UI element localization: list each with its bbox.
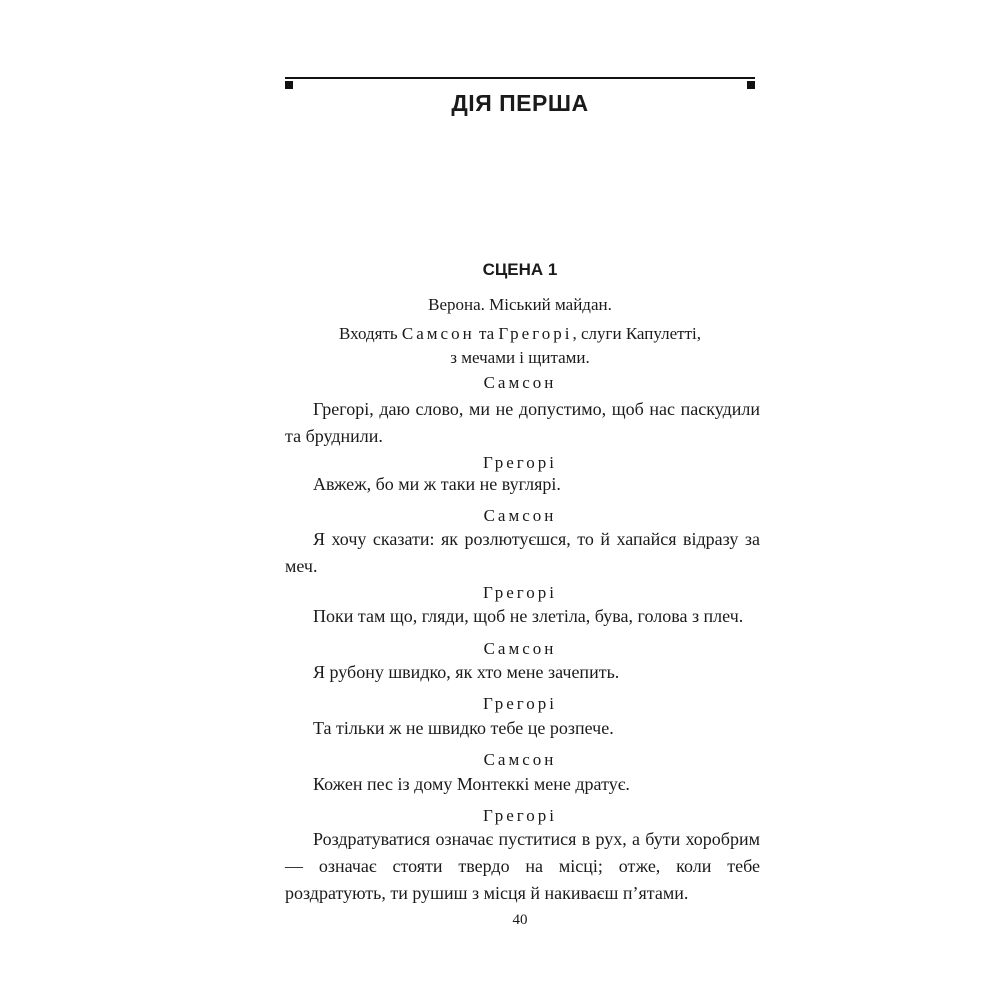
dialogue-line: Я хочу сказати: як розлютуєшся, то й хапайся відразу за меч. — [285, 529, 760, 576]
dialogue-line: Роздратуватися означає пуститися в рух, а бути хоробрим — означає стояти твердо на місці; отже, коли тебе роздратують, ти рушиш з місця й накиваєш п’ятами. — [285, 829, 760, 903]
header-ornament-left — [285, 81, 293, 89]
speaker-name: Самсон — [483, 506, 557, 525]
scene-setting: Верона. Міський майдан. — [428, 295, 612, 314]
speaker-name: Грегорі — [482, 806, 558, 825]
page-number: 40 — [512, 912, 528, 928]
stage-direction-post: , слуги Капулетті, — [572, 324, 701, 343]
character-name: Грегорі — [498, 324, 573, 343]
speaker-name: Самсон — [483, 373, 557, 392]
dialogue-line: Я рубону швидко, як хто мене зачепить. — [313, 662, 620, 682]
act-title: ДІЯ ПЕРША — [451, 90, 589, 116]
stage-direction — [285, 322, 755, 370]
dialogue-line: Грегорі, даю слово, ми не допустимо, щоб нас паскудили та бруднили. — [285, 399, 760, 446]
speaker-name: Самсон — [483, 639, 557, 658]
header-ornament-right — [747, 81, 755, 89]
stage-direction-mid: та — [474, 324, 499, 343]
dialogue-line: Поки там що, гляди, щоб не злетіла, бува, голова з плеч. — [313, 606, 744, 626]
stage-direction-line2: з мечами і щитами. — [450, 348, 590, 367]
dialogue-line: Та тільки ж не швидко тебе це розпече. — [313, 718, 614, 738]
speaker-name: Самсон — [483, 750, 557, 769]
speaker-name: Грегорі — [482, 583, 558, 602]
speaker-name: Грегорі — [482, 453, 558, 472]
scene-title: СЦЕНА 1 — [482, 260, 558, 279]
character-name: Самсон — [401, 324, 475, 343]
dialogue-line: Кожен пес із дому Монтеккі мене дратує. — [313, 774, 630, 794]
stage-direction-pre: Входять — [339, 324, 402, 343]
dialogue-line: Авжеж, бо ми ж таки не вуглярі. — [313, 474, 561, 494]
header-rule — [285, 77, 755, 79]
speaker-name: Грегорі — [482, 694, 558, 713]
